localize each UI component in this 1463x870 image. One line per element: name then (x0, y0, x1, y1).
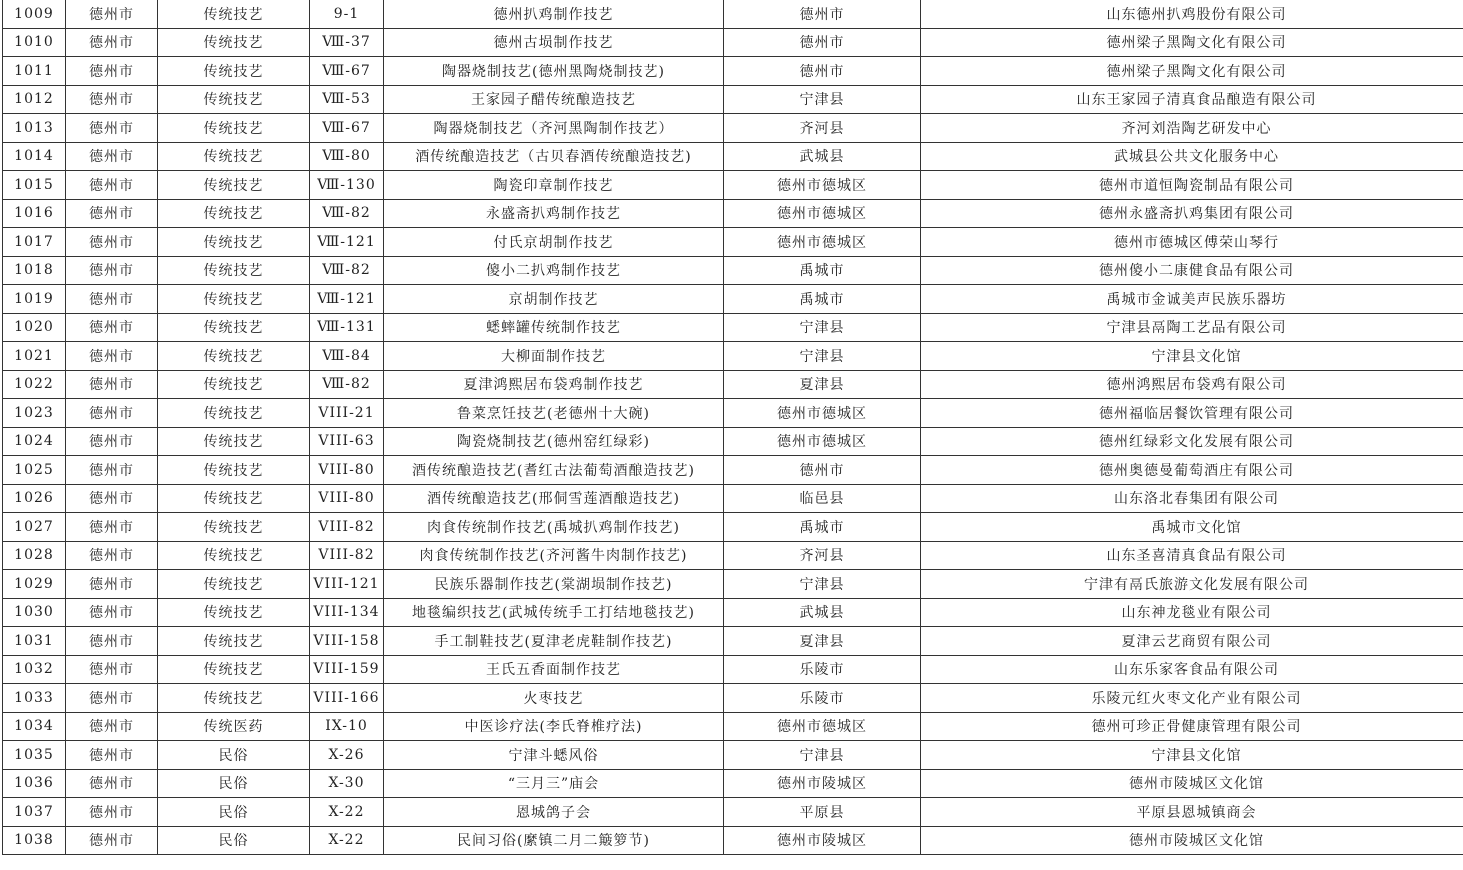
protection-unit-cell: 山东王家园子清真食品酿造有限公司 (921, 85, 1463, 114)
project-code-cell: 9-1 (310, 0, 384, 28)
table-row (3, 769, 1463, 798)
row-number-cell: 1029 (3, 570, 66, 599)
category-cell: 传统技艺 (158, 28, 310, 57)
project-name-cell: 夏津鸿熙居布袋鸡制作技艺 (384, 370, 724, 399)
project-name-cell: 肉食传统制作技艺(齐河酱牛肉制作技艺) (384, 541, 724, 570)
city-cell: 德州市 (66, 0, 158, 28)
project-name-cell: 陶器烧制技艺（齐河黑陶制作技艺） (384, 114, 724, 143)
protection-unit-cell: 禹城市金诚美声民族乐器坊 (921, 285, 1463, 314)
table-row (3, 570, 1463, 599)
table-row (3, 427, 1463, 456)
city-cell: 德州市 (66, 228, 158, 257)
city-cell: 德州市 (66, 28, 158, 57)
region-cell: 齐河县 (724, 114, 921, 143)
region-cell: 临邑县 (724, 484, 921, 513)
city-cell: 德州市 (66, 484, 158, 513)
region-cell: 夏津县 (724, 370, 921, 399)
table-row (3, 85, 1463, 114)
category-cell: 传统技艺 (158, 399, 310, 428)
category-cell: 传统技艺 (158, 142, 310, 171)
row-number-cell: 1015 (3, 171, 66, 200)
city-cell: 德州市 (66, 57, 158, 86)
region-cell: 德州市陵城区 (724, 769, 921, 798)
protection-unit-cell: 德州梁子黑陶文化有限公司 (921, 57, 1463, 86)
city-cell: 德州市 (66, 285, 158, 314)
protection-unit-cell: 德州永盛斋扒鸡集团有限公司 (921, 199, 1463, 228)
project-code-cell: VIII-63 (310, 427, 384, 456)
row-number-cell: 1017 (3, 228, 66, 257)
region-cell: 禹城市 (724, 256, 921, 285)
protection-unit-cell: 德州鸿熙居布袋鸡有限公司 (921, 370, 1463, 399)
project-code-cell: Ⅷ-80 (310, 142, 384, 171)
city-cell: 德州市 (66, 513, 158, 542)
table-row (3, 28, 1463, 57)
project-code-cell: Ⅷ-84 (310, 342, 384, 371)
protection-unit-cell: 山东洛北春集团有限公司 (921, 484, 1463, 513)
row-number-cell: 1023 (3, 399, 66, 428)
project-code-cell: VIII-80 (310, 484, 384, 513)
category-cell: 传统技艺 (158, 57, 310, 86)
region-cell: 齐河县 (724, 541, 921, 570)
table-row (3, 313, 1463, 342)
project-name-cell: 民间习俗(縻镇二月二簸箩节) (384, 826, 724, 855)
region-cell: 德州市德城区 (724, 712, 921, 741)
row-number-cell: 1009 (3, 0, 66, 28)
category-cell: 传统技艺 (158, 171, 310, 200)
row-number-cell: 1030 (3, 598, 66, 627)
category-cell: 民俗 (158, 826, 310, 855)
table-row (3, 655, 1463, 684)
project-name-cell: 德州扒鸡制作技艺 (384, 0, 724, 28)
project-name-cell: 付氏京胡制作技艺 (384, 228, 724, 257)
category-cell: 民俗 (158, 769, 310, 798)
protection-unit-cell: 武城县公共文化服务中心 (921, 142, 1463, 171)
city-cell: 德州市 (66, 142, 158, 171)
row-number-cell: 1012 (3, 85, 66, 114)
project-code-cell: VIII-121 (310, 570, 384, 599)
table-row (3, 513, 1463, 542)
city-cell: 德州市 (66, 342, 158, 371)
project-code-cell: Ⅷ-67 (310, 114, 384, 143)
row-number-cell: 1022 (3, 370, 66, 399)
row-number-cell: 1020 (3, 313, 66, 342)
table-row (3, 456, 1463, 485)
project-code-cell: Ⅷ-53 (310, 85, 384, 114)
city-cell: 德州市 (66, 171, 158, 200)
protection-unit-cell: 德州傻小二康健食品有限公司 (921, 256, 1463, 285)
table-row (3, 199, 1463, 228)
project-code-cell: X-22 (310, 826, 384, 855)
table-row (3, 0, 1463, 28)
row-number-cell: 1026 (3, 484, 66, 513)
row-number-cell: 1018 (3, 256, 66, 285)
project-code-cell: Ⅷ-130 (310, 171, 384, 200)
table-row (3, 57, 1463, 86)
project-code-cell: IX-10 (310, 712, 384, 741)
table-row (3, 598, 1463, 627)
city-cell: 德州市 (66, 769, 158, 798)
table-row (3, 171, 1463, 200)
project-code-cell: VIII-158 (310, 627, 384, 656)
region-cell: 禹城市 (724, 513, 921, 542)
project-name-cell: 手工制鞋技艺(夏津老虎鞋制作技艺) (384, 627, 724, 656)
protection-unit-cell: 山东乐家客食品有限公司 (921, 655, 1463, 684)
project-name-cell: 陶瓷烧制技艺(德州窑红绿彩) (384, 427, 724, 456)
protection-unit-cell: 宁津有鬲氏旅游文化发展有限公司 (921, 570, 1463, 599)
table-row (3, 627, 1463, 656)
protection-unit-cell: 德州可珍正骨健康管理有限公司 (921, 712, 1463, 741)
project-code-cell: Ⅷ-121 (310, 285, 384, 314)
table-body (3, 0, 1463, 855)
project-name-cell: 永盛斋扒鸡制作技艺 (384, 199, 724, 228)
row-number-cell: 1021 (3, 342, 66, 371)
region-cell: 武城县 (724, 598, 921, 627)
row-number-cell: 1011 (3, 57, 66, 86)
table-row (3, 142, 1463, 171)
project-name-cell: 王家园子醋传统酿造技艺 (384, 85, 724, 114)
project-code-cell: Ⅷ-67 (310, 57, 384, 86)
city-cell: 德州市 (66, 256, 158, 285)
region-cell: 夏津县 (724, 627, 921, 656)
row-number-cell: 1014 (3, 142, 66, 171)
protection-unit-cell: 德州红绿彩文化发展有限公司 (921, 427, 1463, 456)
protection-unit-cell: 德州福临居餐饮管理有限公司 (921, 399, 1463, 428)
protection-unit-cell: 禹城市文化馆 (921, 513, 1463, 542)
table-row (3, 826, 1463, 855)
category-cell: 传统技艺 (158, 655, 310, 684)
project-name-cell: 蟋蟀罐传统制作技艺 (384, 313, 724, 342)
protection-unit-cell: 乐陵元红火枣文化产业有限公司 (921, 684, 1463, 713)
table-row (3, 484, 1463, 513)
project-code-cell: Ⅷ-37 (310, 28, 384, 57)
project-code-cell: VIII-21 (310, 399, 384, 428)
project-code-cell: VIII-159 (310, 655, 384, 684)
protection-unit-cell: 山东圣喜清真食品有限公司 (921, 541, 1463, 570)
row-number-cell: 1033 (3, 684, 66, 713)
region-cell: 乐陵市 (724, 655, 921, 684)
project-name-cell: 地毯编织技艺(武城传统手工打结地毯技艺) (384, 598, 724, 627)
row-number-cell: 1013 (3, 114, 66, 143)
project-code-cell: Ⅷ-121 (310, 228, 384, 257)
project-code-cell: X-30 (310, 769, 384, 798)
row-number-cell: 1036 (3, 769, 66, 798)
category-cell: 传统医药 (158, 712, 310, 741)
category-cell: 传统技艺 (158, 256, 310, 285)
city-cell: 德州市 (66, 427, 158, 456)
category-cell: 传统技艺 (158, 541, 310, 570)
protection-unit-cell: 山东神龙毯业有限公司 (921, 598, 1463, 627)
row-number-cell: 1027 (3, 513, 66, 542)
row-number-cell: 1016 (3, 199, 66, 228)
project-name-cell: 中医诊疗法(李氏脊椎疗法) (384, 712, 724, 741)
protection-unit-cell: 德州市道恒陶瓷制品有限公司 (921, 171, 1463, 200)
city-cell: 德州市 (66, 399, 158, 428)
region-cell: 宁津县 (724, 741, 921, 770)
protection-unit-cell: 德州梁子黑陶文化有限公司 (921, 28, 1463, 57)
city-cell: 德州市 (66, 114, 158, 143)
category-cell: 民俗 (158, 741, 310, 770)
region-cell: 德州市德城区 (724, 427, 921, 456)
category-cell: 传统技艺 (158, 570, 310, 599)
project-code-cell: Ⅷ-131 (310, 313, 384, 342)
region-cell: 德州市 (724, 28, 921, 57)
protection-unit-cell: 宁津县文化馆 (921, 342, 1463, 371)
region-cell: 德州市德城区 (724, 228, 921, 257)
category-cell: 传统技艺 (158, 484, 310, 513)
city-cell: 德州市 (66, 313, 158, 342)
region-cell: 武城县 (724, 142, 921, 171)
city-cell: 德州市 (66, 598, 158, 627)
project-code-cell: Ⅷ-82 (310, 199, 384, 228)
protection-unit-cell: 德州市陵城区文化馆 (921, 826, 1463, 855)
table-row (3, 684, 1463, 713)
category-cell: 传统技艺 (158, 598, 310, 627)
table-row (3, 256, 1463, 285)
project-name-cell: 酒传统酿造技艺（古贝春酒传统酿造技艺) (384, 142, 724, 171)
region-cell: 德州市 (724, 0, 921, 28)
project-code-cell: Ⅷ-82 (310, 256, 384, 285)
table-row (3, 399, 1463, 428)
row-number-cell: 1024 (3, 427, 66, 456)
row-number-cell: 1035 (3, 741, 66, 770)
category-cell: 传统技艺 (158, 228, 310, 257)
project-name-cell: 京胡制作技艺 (384, 285, 724, 314)
category-cell: 传统技艺 (158, 456, 310, 485)
project-code-cell: VIII-134 (310, 598, 384, 627)
protection-unit-cell: 德州市德城区傅荣山琴行 (921, 228, 1463, 257)
row-number-cell: 1034 (3, 712, 66, 741)
city-cell: 德州市 (66, 712, 158, 741)
project-name-cell: 酒传统酿造技艺(邢侗雪莲酒酿造技艺) (384, 484, 724, 513)
region-cell: 德州市 (724, 456, 921, 485)
city-cell: 德州市 (66, 684, 158, 713)
city-cell: 德州市 (66, 370, 158, 399)
city-cell: 德州市 (66, 741, 158, 770)
project-code-cell: VIII-82 (310, 541, 384, 570)
row-number-cell: 1028 (3, 541, 66, 570)
category-cell: 传统技艺 (158, 114, 310, 143)
protection-unit-cell: 德州市陵城区文化馆 (921, 769, 1463, 798)
category-cell: 传统技艺 (158, 513, 310, 542)
category-cell: 传统技艺 (158, 342, 310, 371)
category-cell: 传统技艺 (158, 0, 310, 28)
city-cell: 德州市 (66, 456, 158, 485)
region-cell: 禹城市 (724, 285, 921, 314)
project-name-cell: 宁津斗蟋风俗 (384, 741, 724, 770)
project-name-cell: 陶瓷印章制作技艺 (384, 171, 724, 200)
protection-unit-cell: 齐河刘浩陶艺研发中心 (921, 114, 1463, 143)
category-cell: 传统技艺 (158, 684, 310, 713)
project-name-cell: 火枣技艺 (384, 684, 724, 713)
row-number-cell: 1038 (3, 826, 66, 855)
row-number-cell: 1025 (3, 456, 66, 485)
region-cell: 德州市德城区 (724, 199, 921, 228)
region-cell: 宁津县 (724, 342, 921, 371)
project-code-cell: VIII-82 (310, 513, 384, 542)
region-cell: 平原县 (724, 798, 921, 827)
project-name-cell: 恩城鸽子会 (384, 798, 724, 827)
city-cell: 德州市 (66, 798, 158, 827)
project-name-cell: 傻小二扒鸡制作技艺 (384, 256, 724, 285)
table-row (3, 285, 1463, 314)
project-name-cell: 民族乐器制作技艺(棠湖埙制作技艺) (384, 570, 724, 599)
project-name-cell: 陶器烧制技艺(德州黑陶烧制技艺) (384, 57, 724, 86)
project-code-cell: VIII-166 (310, 684, 384, 713)
protection-unit-cell: 平原县恩城镇商会 (921, 798, 1463, 827)
project-name-cell: 德州古埙制作技艺 (384, 28, 724, 57)
category-cell: 传统技艺 (158, 370, 310, 399)
project-name-cell: 酒传统酿造技艺(耆红古法葡萄酒酿造技艺) (384, 456, 724, 485)
region-cell: 德州市 (724, 57, 921, 86)
project-code-cell: VIII-80 (310, 456, 384, 485)
city-cell: 德州市 (66, 627, 158, 656)
region-cell: 德州市陵城区 (724, 826, 921, 855)
protection-unit-cell: 宁津县鬲陶工艺品有限公司 (921, 313, 1463, 342)
project-name-cell: 王氏五香面制作技艺 (384, 655, 724, 684)
region-cell: 德州市德城区 (724, 399, 921, 428)
table-row (3, 370, 1463, 399)
region-cell: 宁津县 (724, 85, 921, 114)
city-cell: 德州市 (66, 570, 158, 599)
region-cell: 宁津县 (724, 313, 921, 342)
table-row (3, 741, 1463, 770)
protection-unit-cell: 德州奥德曼葡萄酒庄有限公司 (921, 456, 1463, 485)
region-cell: 宁津县 (724, 570, 921, 599)
table-row (3, 798, 1463, 827)
row-number-cell: 1032 (3, 655, 66, 684)
project-name-cell: “三月三”庙会 (384, 769, 724, 798)
row-number-cell: 1037 (3, 798, 66, 827)
city-cell: 德州市 (66, 541, 158, 570)
project-code-cell: Ⅷ-82 (310, 370, 384, 399)
row-number-cell: 1031 (3, 627, 66, 656)
category-cell: 传统技艺 (158, 427, 310, 456)
table-row (3, 541, 1463, 570)
protection-unit-cell: 山东德州扒鸡股份有限公司 (921, 0, 1463, 28)
table-row (3, 114, 1463, 143)
project-name-cell: 大柳面制作技艺 (384, 342, 724, 371)
category-cell: 传统技艺 (158, 285, 310, 314)
protection-unit-cell: 宁津县文化馆 (921, 741, 1463, 770)
project-code-cell: X-26 (310, 741, 384, 770)
row-number-cell: 1019 (3, 285, 66, 314)
city-cell: 德州市 (66, 199, 158, 228)
table-row (3, 342, 1463, 371)
category-cell: 传统技艺 (158, 313, 310, 342)
heritage-list-table (2, 0, 1463, 855)
table-row (3, 712, 1463, 741)
region-cell: 德州市德城区 (724, 171, 921, 200)
row-number-cell: 1010 (3, 28, 66, 57)
city-cell: 德州市 (66, 655, 158, 684)
project-code-cell: X-22 (310, 798, 384, 827)
protection-unit-cell: 夏津云艺商贸有限公司 (921, 627, 1463, 656)
category-cell: 传统技艺 (158, 199, 310, 228)
category-cell: 传统技艺 (158, 85, 310, 114)
region-cell: 乐陵市 (724, 684, 921, 713)
category-cell: 传统技艺 (158, 627, 310, 656)
table-row (3, 228, 1463, 257)
city-cell: 德州市 (66, 826, 158, 855)
project-name-cell: 肉食传统制作技艺(禹城扒鸡制作技艺) (384, 513, 724, 542)
project-name-cell: 鲁菜烹饪技艺(老德州十大碗) (384, 399, 724, 428)
category-cell: 民俗 (158, 798, 310, 827)
city-cell: 德州市 (66, 85, 158, 114)
